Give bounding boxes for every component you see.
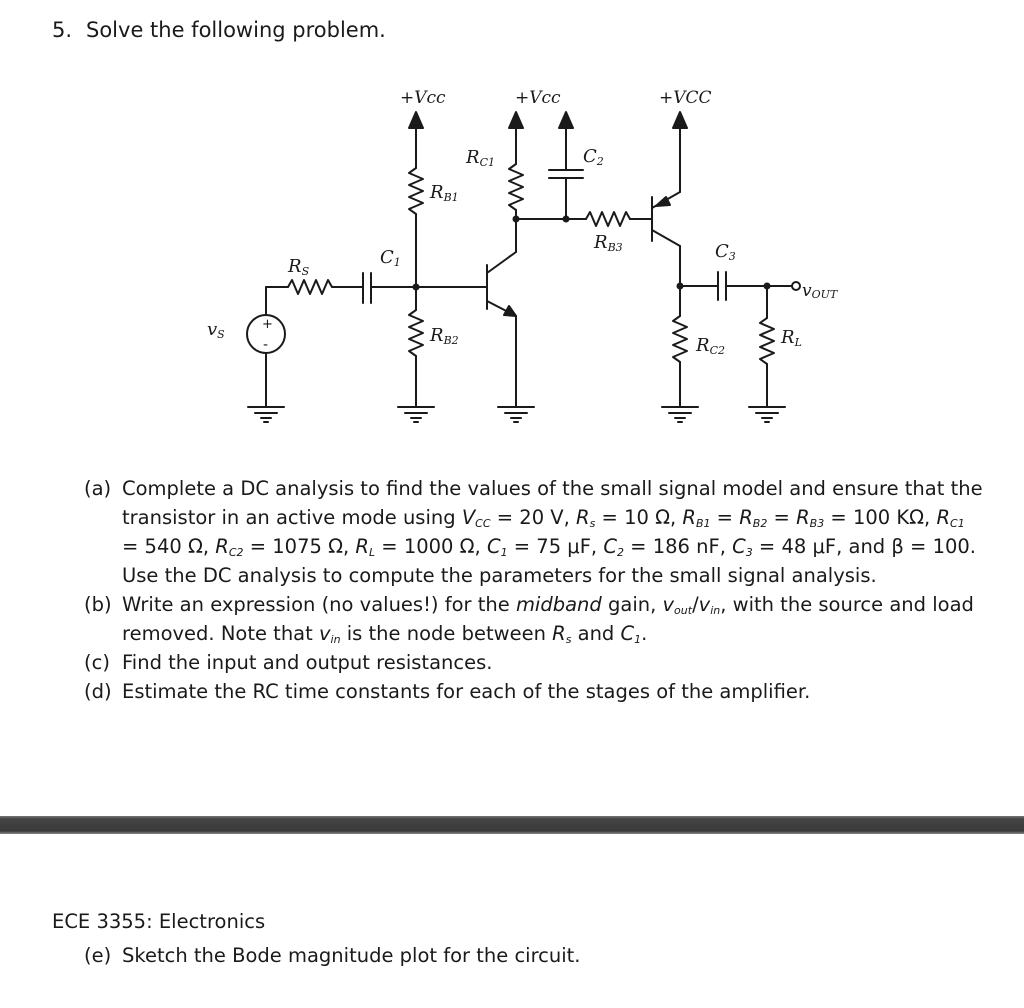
vcc1-arrow (409, 112, 423, 128)
question-d (84, 677, 984, 706)
label-rb1: RB1 (430, 182, 459, 204)
label-vcc1: +Vcc (400, 88, 446, 108)
question-b (84, 590, 984, 648)
question-e (84, 944, 581, 967)
label-c3: C3 (715, 241, 736, 263)
rc1-resistor (509, 164, 523, 210)
label-vs: vS (207, 319, 225, 341)
question-d-text: Estimate the RC time constants for each of the stages of the amplifier. (122, 680, 811, 703)
course-title: ECE 3355: Electronics (52, 910, 266, 933)
question-a-text: Complete a DC analysis to find the values of the small signal model and ensure that the transistor in an active mode using $V_{CC} = 20$ V, $R_s = 10$ Ω, $R_{B1} = R_{B2} = R_{B3} = 100$ KΩ, $R_{C1} = 540$ Ω, $R_{C2} = 1075$ Ω, $R_L = 1000$ Ω, $C_1 = 75$ μF, $C_2 = 186$ nF, $C_3 = 48$ μF, and β = 100. Use the DC analysis to compute the parameters for the small signal analysis. (122, 477, 983, 587)
label-vcc2: +Vcc (515, 88, 561, 108)
vout-terminal (792, 282, 800, 290)
problem-title: Solve the following problem. (86, 18, 386, 42)
ground-load (749, 407, 785, 422)
node-output (764, 283, 771, 290)
node-c2 (563, 216, 570, 223)
label-vout: vOUT (802, 281, 838, 301)
question-a-label: (a) (84, 477, 112, 500)
questions-list (84, 474, 984, 706)
label-vcc3: +VCC (659, 88, 712, 108)
page-divider (0, 816, 1024, 834)
ground-q1 (498, 407, 534, 422)
label-rl: RL (781, 327, 802, 349)
ground-q2 (662, 407, 698, 422)
label-rs: RS (288, 256, 310, 278)
label-rc1: RC1 (466, 147, 495, 169)
question-c-text: Find the input and output resistances. (122, 651, 493, 674)
circuit-schematic (0, 0, 1024, 470)
q1-emitter-arrow (504, 306, 516, 316)
label-rb2: RB2 (430, 325, 459, 347)
problem-number: 5. (52, 18, 73, 42)
rb2-resistor (409, 310, 423, 356)
question-b-text: Write an expression (no values!) for the midband gain, $v_{out}/v_{in}$, with the source and load removed. Note that $v_{in}$ is the node between $R_s$ and $C_1$. (122, 593, 974, 646)
ground-bias (398, 407, 434, 422)
rc2-resistor (673, 316, 687, 362)
label-rb3: RB3 (594, 232, 623, 254)
question-c (84, 648, 984, 677)
rs-resistor (288, 280, 332, 294)
label-c1: C1 (380, 247, 401, 269)
question-a (84, 474, 984, 590)
rl-resistor (760, 318, 774, 364)
source-minus-sign: - (263, 337, 269, 353)
question-e-label: (e) (84, 944, 112, 967)
source-plus-sign: + (262, 317, 273, 332)
ground-source (248, 407, 284, 422)
label-c2: C2 (583, 146, 604, 168)
rb3-resistor (586, 212, 630, 226)
node-q1-collector (513, 216, 520, 223)
node-q2-collector (677, 283, 684, 290)
vcc2-arrow-left (509, 112, 523, 128)
node-bias (413, 284, 420, 291)
vcc3-arrow (673, 112, 687, 128)
question-d-label: (d) (84, 680, 112, 703)
rb1-resistor (409, 168, 423, 214)
label-rc2: RC2 (696, 335, 725, 357)
question-b-label: (b) (84, 593, 112, 616)
question-c-label: (c) (84, 651, 110, 674)
vcc2-arrow-right (559, 112, 573, 128)
question-e-text: Sketch the Bode magnitude plot for the circuit. (122, 944, 581, 967)
